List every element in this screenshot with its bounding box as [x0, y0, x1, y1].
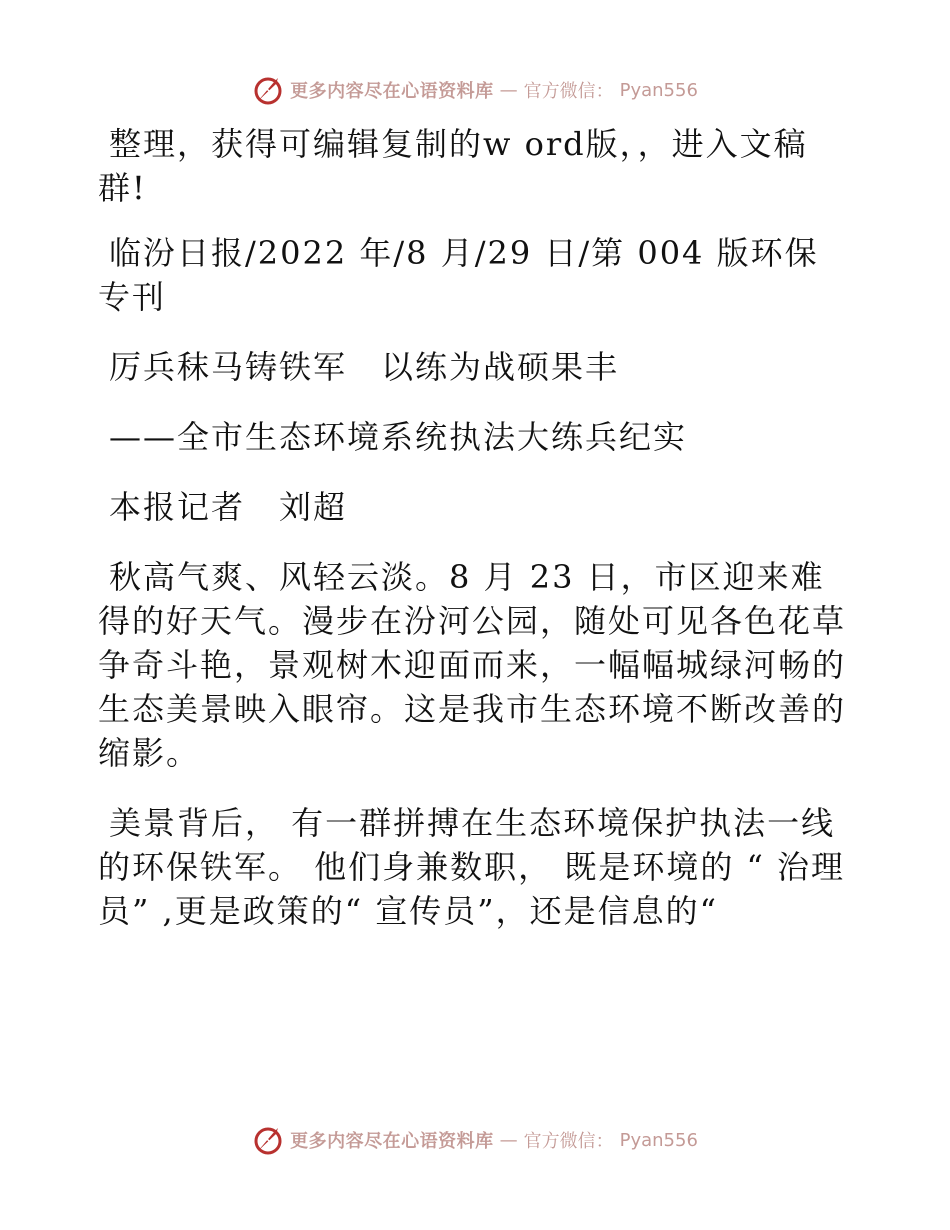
header-wechat-id: Pyan556: [619, 79, 698, 101]
body-paragraph: 秋高气爽、风轻云淡。8 月 23 日，市区迎来难得的好天气。漫步在汾河公园，随处可见各色花草争奇斗艳，景观树木迎面而来，一幅幅城绿河畅的生态美景映入眼帘。这是我市生态环境不断改善的缩影。: [98, 558, 847, 772]
footer-wechat-label: 官方微信：: [523, 1131, 614, 1152]
footer-wechat-id: Pyan556: [619, 1129, 698, 1151]
body-paragraph: 美景背后， 有一群拼搏在生态环境保护执法一线的环保铁军。 他们身兼数职， 既是环境的 “ 治理员” ,更是政策的“ 宣传员”，还是信息的“: [98, 804, 846, 930]
intro-note-paragraph: 整理，获得可编辑复制的w ord版，，进入文稿群!: [98, 125, 808, 207]
header-watermark-banner: [0, 70, 950, 110]
article-subtitle: ——全市生态环境系统执法大练兵纪实: [109, 418, 688, 456]
article-title: 厉兵秣马铸铁军 以练为战硕果丰: [109, 348, 620, 386]
quill-pen-logo-icon: [252, 74, 284, 106]
header-wechat-label: 官方微信：: [523, 81, 614, 102]
source-line-paragraph: 临汾日报/2022 年/8 月/29 日/第 004 版环保专刊: [98, 234, 819, 316]
article-byline: 本报记者 刘超: [109, 488, 348, 526]
footer-watermark-banner: [0, 1120, 950, 1160]
footer-separator: —: [499, 1129, 518, 1151]
header-separator: —: [499, 79, 518, 101]
footer-brand-text: 更多内容尽在心语资料库: [290, 1131, 494, 1152]
document-body: [98, 122, 850, 933]
quill-pen-logo-icon: [252, 1124, 284, 1156]
header-brand-text: 更多内容尽在心语资料库: [290, 81, 494, 102]
